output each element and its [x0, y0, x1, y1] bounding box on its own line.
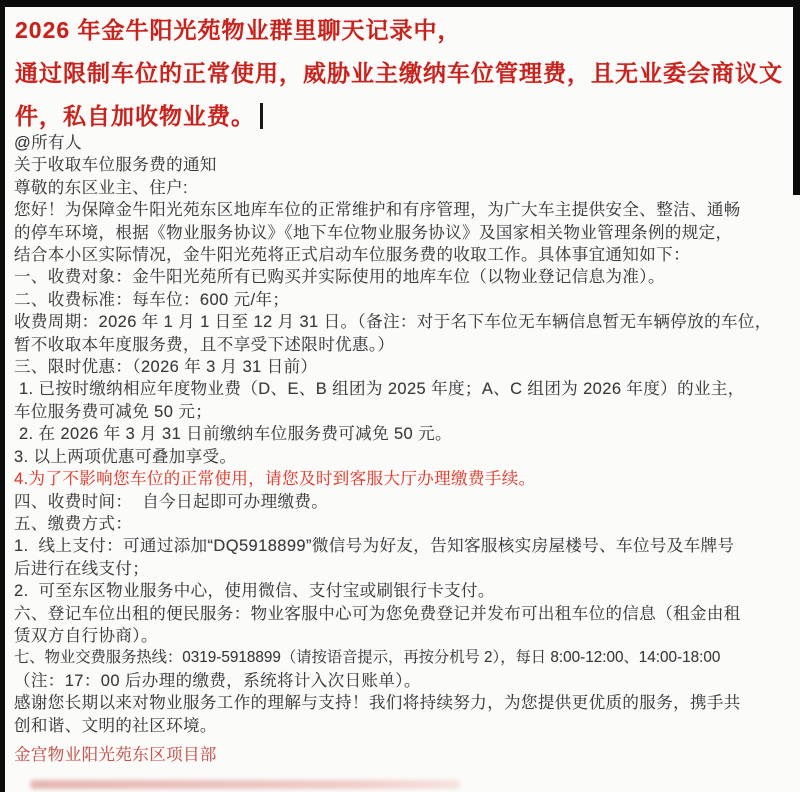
notice-line: 六、登记车位出租的便民服务：物业客服中心可为您免费登记并发布可出租车位的信息（租金由租 [14, 604, 741, 623]
notice-line: 车位服务费可减免 50 元； [14, 402, 213, 421]
warning-line: 4.为了不影响您车位的正常使用，请您及时到客服大厅办理缴费手续。 [14, 470, 536, 489]
headline-block [15, 9, 783, 138]
notice-line: 二、收费标准：每车位：600 元/年； [14, 290, 290, 309]
notice-line: 三、限时优惠：（2026 年 3 月 31 日前） [14, 358, 318, 377]
notice-line: 收费周期：2026 年 1 月 1 日至 12 月 31 日。（备注：对于名下车位无车辆信息暂无车辆停放的车位， [14, 313, 772, 332]
headline-line: 通过限制车位的正常使用，威胁业主缴纳车位管理费，且无业委会商议文 [15, 60, 783, 86]
notice-line: 2. 在 2026 年 3 月 31 日前缴纳车位服务费可减免 50 元。 [14, 425, 452, 444]
notice-line: 2. 可至东区物业服务中心，使用微信、支付宝或刷银行卡支付。 [14, 582, 495, 601]
signature-line: 金宫物业阳光苑东区项目部 [14, 745, 217, 764]
notice-title-line: 关于收取车位服务费的通知 [14, 156, 217, 175]
notice-line: 3. 以上两项优惠可叠加享受。 [14, 447, 237, 466]
text-cursor [260, 103, 263, 129]
notice-line: 的停车环境，根据《物业服务协议》《地下车位物业服务协议》及国家相关物业管理条例的规定， [14, 223, 733, 242]
hotline-line: 七、物业交费服务热线：0319-5918899（请按语音提示，再按分机号 2），每日 8:00-12:00、14:00-18:00 [14, 649, 721, 667]
top-border-bar [0, 0, 800, 7]
cropped-red-text-line [30, 780, 460, 789]
mention-all-line: @所有人 [14, 134, 82, 152]
headline-line: 2026 年金牛阳光苑物业群里聊天记录中， [15, 17, 462, 43]
notice-line: 您好！为保障金牛阳光苑东区地库车位的正常维护和有序管理，为广大车主提供安全、整洁、通畅 [14, 201, 741, 220]
notice-body [14, 132, 800, 766]
notice-line: 1. 线上支付：可通过添加“DQ5918899”微信号为好友，告知客服核实房屋楼号、车位号及车牌号 [14, 537, 735, 556]
notice-line: 感谢您长期以来对物业服务工作的理解与支持！我们将持续努力，为您提供更优质的服务，携手共 [14, 694, 741, 713]
left-border-bar [0, 0, 5, 792]
notice-line: 暂不收取本年度服务费，且不享受下述限时优惠。） [14, 335, 395, 354]
notice-line: 结合本小区实际情况，金牛阳光苑将正式启动车位服务费的收取工作。具体事宜通知如下： [14, 246, 690, 265]
salutation-line: 尊敬的东区业主、住户: [14, 178, 188, 197]
notice-line: （注：17：00 后办理的缴费，系统将计入次日账单）。 [14, 671, 421, 690]
notice-line: 一、收费对象：金牛阳光苑所有已购买并实际使用的地库车位（以物业登记信息为准）。 [14, 268, 665, 287]
notice-line: 五、缴费方式： [14, 514, 133, 533]
notice-line: 后进行在线支付； [14, 559, 150, 578]
headline-line-text: 件，私自加收物业费。 [15, 103, 255, 129]
notice-line: 创和谐、文明的社区环境。 [14, 716, 217, 735]
notice-line: 四、收费时间： 自今日起即可办理缴费。 [14, 492, 329, 511]
notice-line: 赁双方自行协商）。 [14, 626, 158, 645]
notice-line: 1. 已按时缴纳相应年度物业费（D、E、B 组团为 2025 年度；A、C 组团为 2026 年度）的业主， [14, 380, 745, 399]
